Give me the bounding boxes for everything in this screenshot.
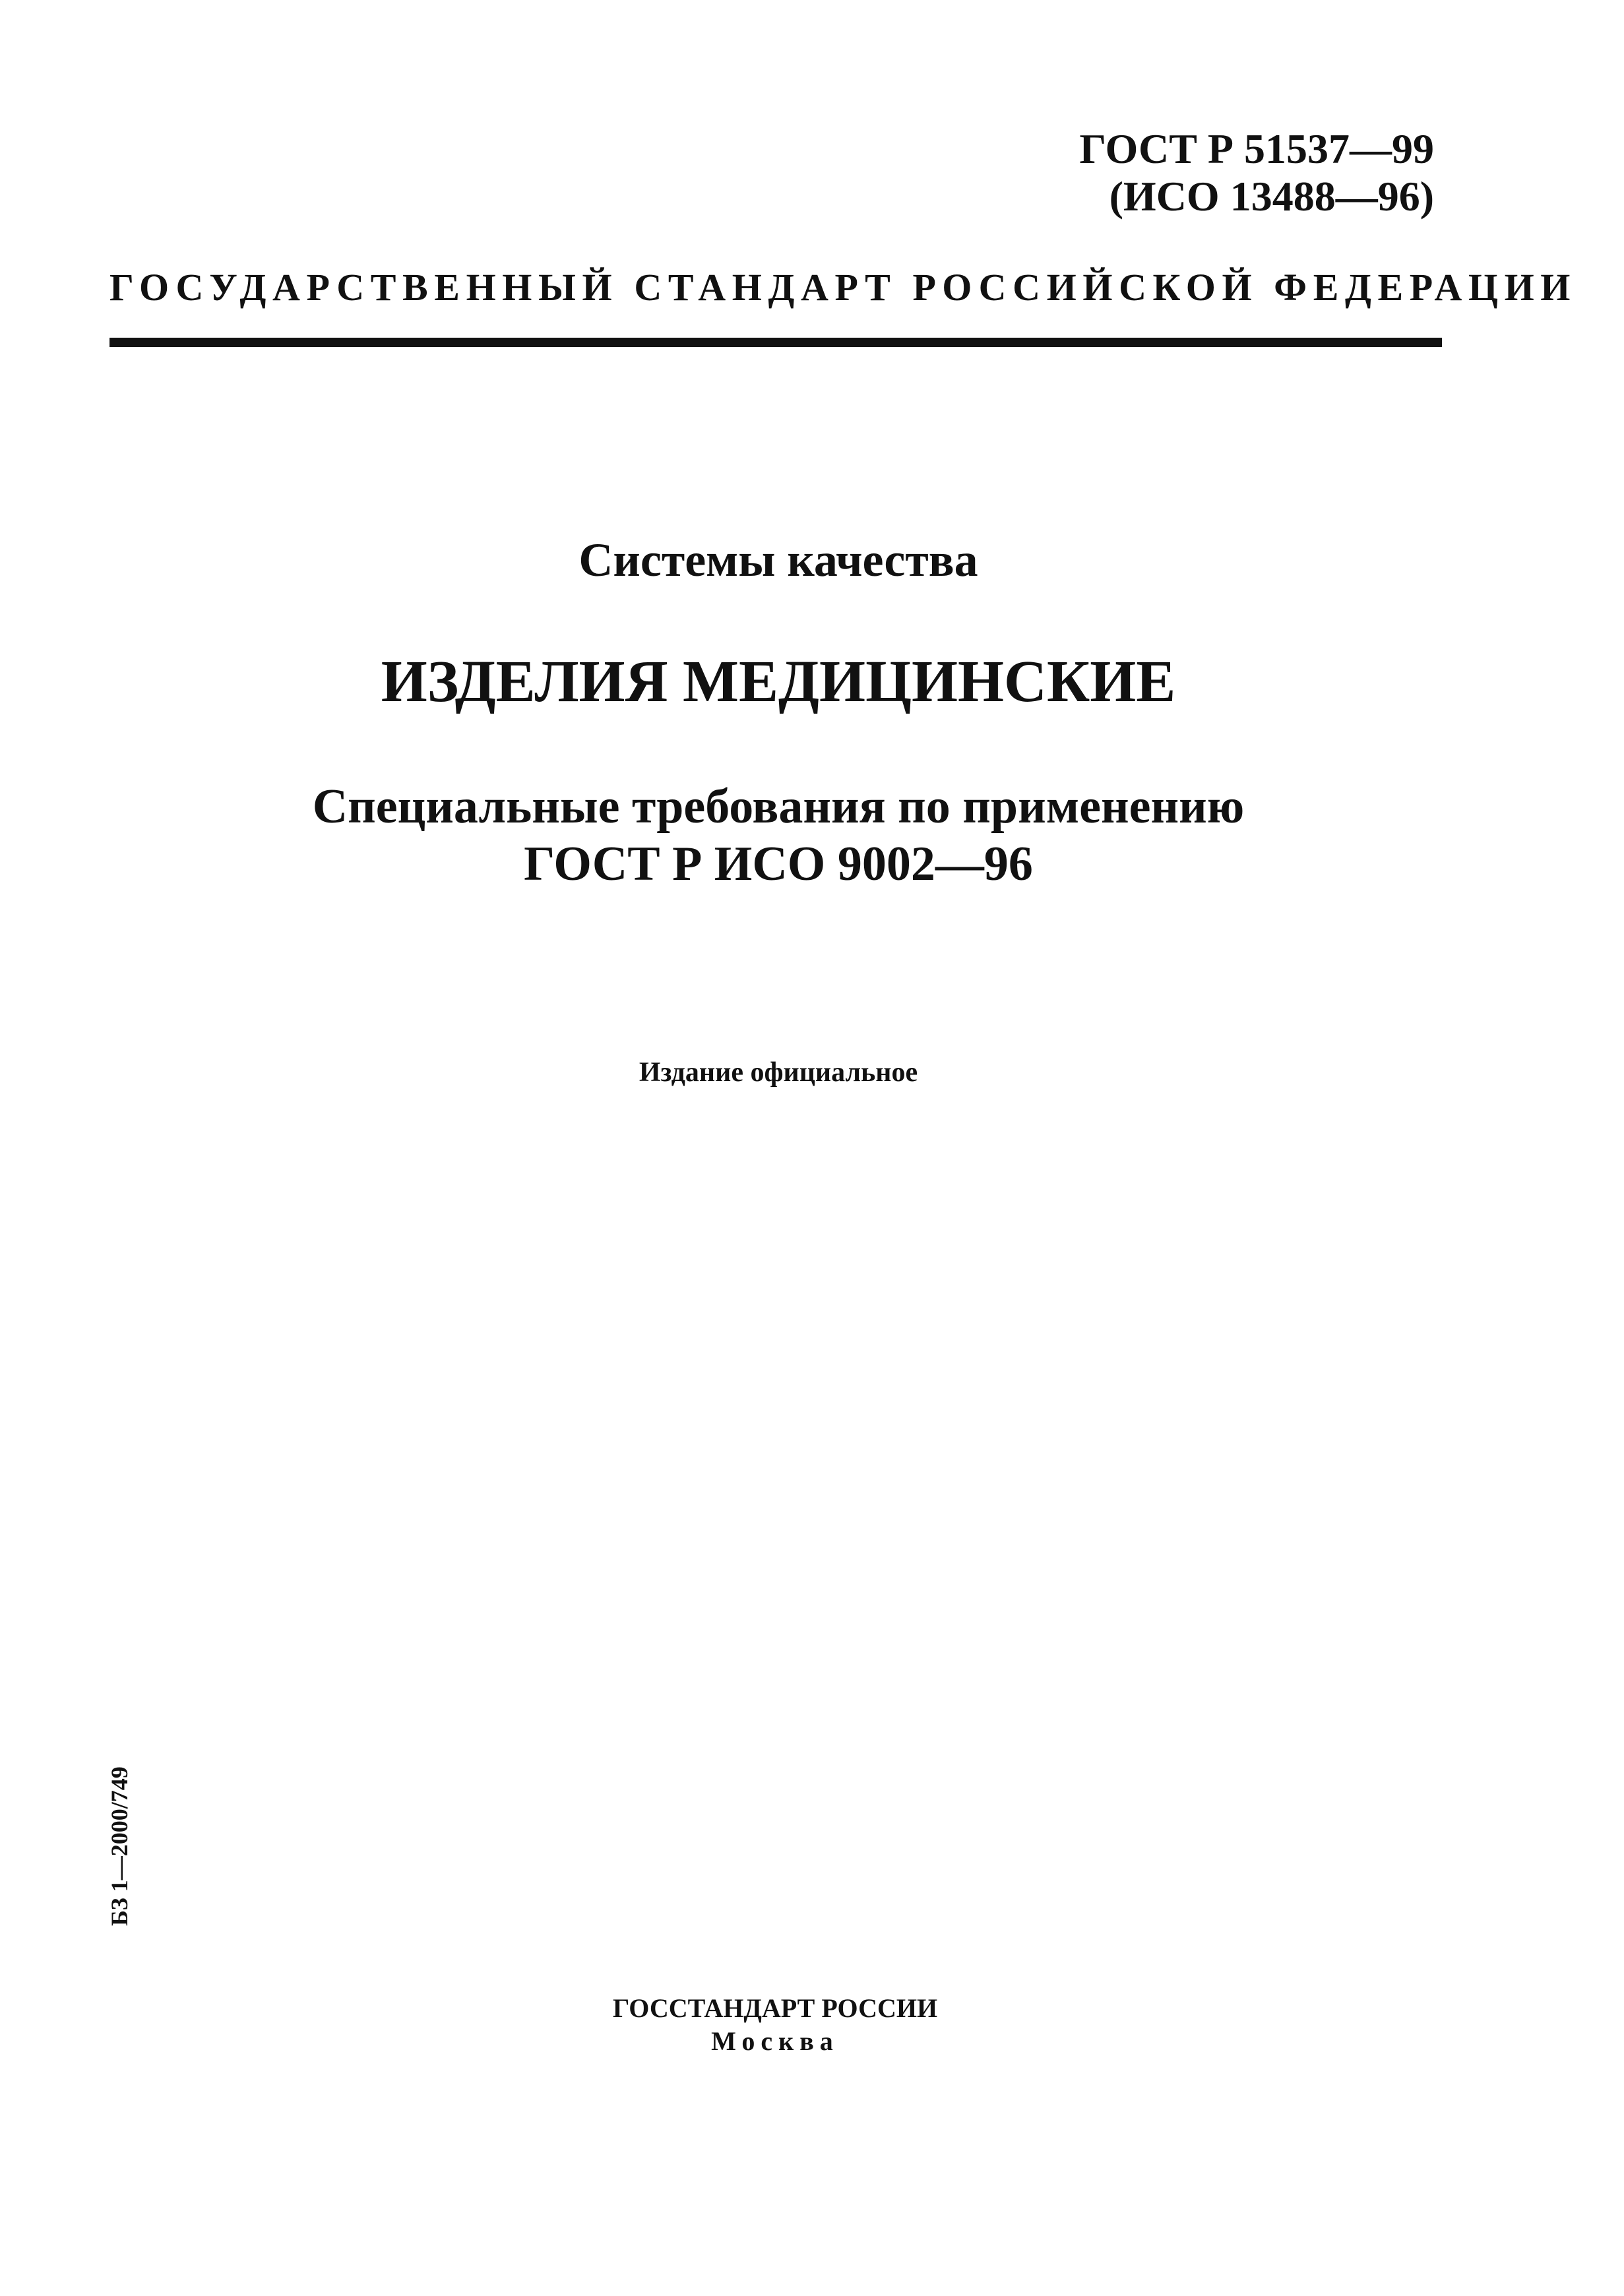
iso-number: (ИСО 13488—96) bbox=[1109, 172, 1434, 220]
side-code: БЗ 1—2000/749 bbox=[106, 1766, 133, 1926]
publisher-name: ГОССТАНДАРТ РОССИИ bbox=[612, 1993, 938, 2023]
title-sub-line1: Специальные требования по применению bbox=[312, 780, 1245, 834]
gost-number: ГОСТ Р 51537—99 bbox=[1079, 125, 1434, 172]
title-sub bbox=[0, 778, 1557, 894]
title-main: ИЗДЕЛИЯ МЕДИЦИНСКИЕ bbox=[381, 649, 1176, 714]
publisher bbox=[0, 1992, 1550, 2058]
title-sub-line2: ГОСТ Р ИСО 9002—96 bbox=[524, 837, 1033, 892]
title-group: Системы качества bbox=[578, 534, 978, 586]
edition-label: Издание официальное bbox=[639, 1057, 918, 1088]
heading-rule bbox=[109, 338, 1442, 347]
standard-designation bbox=[1079, 125, 1434, 220]
publisher-city: Москва bbox=[711, 2026, 839, 2056]
state-standard-heading: ГОСУДАРСТВЕННЫЙ СТАНДАРТ РОССИЙСКОЙ ФЕДЕРАЦИИ bbox=[109, 266, 1577, 309]
